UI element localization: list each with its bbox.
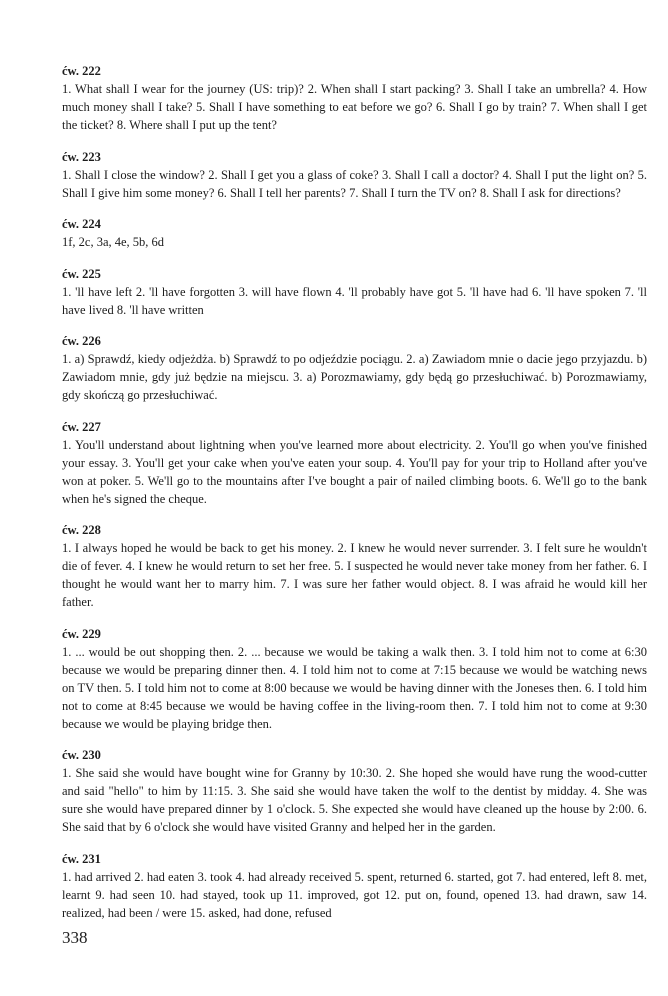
exercise-heading: ćw. 225 [62, 266, 101, 281]
exercise-section [62, 746, 647, 836]
exercise-answers [62, 62, 647, 935]
exercise-section [62, 418, 647, 508]
exercise-section [62, 625, 647, 733]
exercise-section [62, 850, 647, 922]
exercise-heading: ćw. 231 [62, 851, 101, 866]
exercise-answer-text: 1. Shall I close the window? 2. Shall I get you a glass of coke? 3. Shall I call a doctor? 4. Shall I put the light on? 5. Shall I give him some money? 6. Shall I tell her parents? 7. Shall I turn the TV on? 8. Shall I ask for directions? [62, 167, 647, 200]
exercise-answer-text: 1. had arrived 2. had eaten 3. took 4. had already received 5. spent, returned 6. started, got 7. had entered, left 8. met, learnt 9. had seen 10. had stayed, took up 11. improved, got 12. put on, found, opened 13. had drawn, saw 14. realized, had been / were 15. asked, had done, refused [62, 869, 647, 920]
exercise-answer-text: 1. ... would be out shopping then. 2. ... because we would be taking a walk then. 3. I told him not to come at 6:30 because we would be preparing dinner then. 4. I told him not to come at 7:15 because we would be watching news on TV then. 5. I told him not to come at 8:00 because we would be having dinner with the Joneses then. 6. I told him not to come at 8:45 because we would be having coffee in the living-room then. 7. I told him not to come at 9:30 because we would be playing bridge then. [62, 644, 647, 731]
exercise-section [62, 62, 647, 134]
exercise-heading: ćw. 223 [62, 149, 101, 164]
exercise-section [62, 215, 647, 251]
exercise-answer-text: 1f, 2c, 3a, 4e, 5b, 6d [62, 235, 165, 249]
exercise-section [62, 332, 647, 404]
exercise-answer-text: 1. What shall I wear for the journey (US: trip)? 2. When shall I start packing? 3. Shall I take an umbrella? 4. How much money shall I take? 5. Shall I have something to eat before we go? 6. Shall I go by train? 7. When shall I get the ticket? 8. Where shall I put up the tent? [62, 82, 647, 132]
exercise-answer-text: 1. You'll understand about lightning when you've learned more about electricity. 2. You'll go when you've finished your essay. 3. You'll get your cake when you've eaten your soup. 4. You'll pay for your trip to Holland after you've won at poker. 5. We'll go to the mountains after I've bought a pair of nailed climbing boots. 6. We'll go to the bank when he's signed the cheque. [62, 437, 647, 506]
exercise-heading: ćw. 222 [62, 64, 101, 78]
exercise-heading: ćw. 228 [62, 523, 101, 537]
page-number: 338 [62, 928, 88, 947]
exercise-answer-text: 1. She said she would have bought wine for Granny by 10:30. 2. She hoped she would have rung the wood-cutter and said "hello" to him by 11:15. 3. She said she would have taken the wolf to the dentist by midday. 4. She was sure she would have prepared dinner by 1 o'clock. 5. She expected she would have cleaned up the house by 2:00. 6. She said that by 6 o'clock she would have visited Granny and helped her in the garden. [62, 766, 647, 834]
exercise-heading: ćw. 224 [62, 217, 101, 231]
exercise-answer-text: 1. 'll have left 2. 'll have forgotten 3. will have flown 4. 'll probably have got 5. 'll have had 6. 'll have spoken 7. 'll have lived 8. 'll have written [62, 284, 647, 317]
exercise-answer-text: 1. a) Sprawdź, kiedy odjeżdża. b) Sprawdź to po odjeździe pociągu. 2. a) Zawiadom mnie o dacie jego przyjazdu. b) Zawiadom mnie, gdy już będzie na miejscu. 3. a) Porozmawiamy, gdy będą go przesłuchiwać. b) Porozmawiamy, gdy skończą go przesłuchiwać. [62, 352, 647, 402]
exercise-heading: ćw. 226 [62, 334, 101, 348]
exercise-heading: ćw. 230 [62, 748, 101, 762]
exercise-section [62, 521, 647, 611]
exercise-section [62, 265, 647, 319]
exercise-section [62, 148, 647, 202]
exercise-answer-text: 1. I always hoped he would be back to get his money. 2. I knew he would never surrender. 3. I felt sure he wouldn't die of fever. 4. I knew he would return to set her free. 5. I suspected he would never take money from her father. 6. I thought he would want her to marry him. 7. I was sure her father would object. 8. I was afraid he would kill her father. [62, 541, 647, 609]
exercise-heading: ćw. 229 [62, 626, 101, 641]
exercise-heading: ćw. 227 [62, 419, 101, 434]
